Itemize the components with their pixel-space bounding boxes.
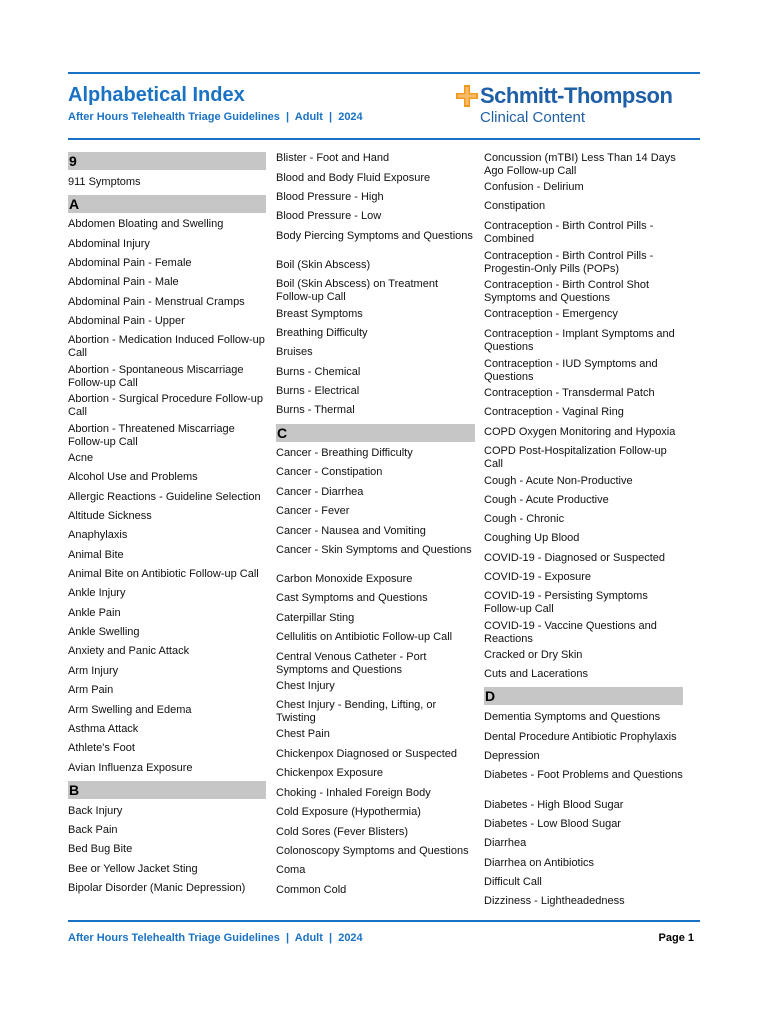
index-entry[interactable]: Chickenpox Exposure: [276, 767, 384, 779]
index-entry[interactable]: Abdominal Pain - Male: [68, 276, 179, 288]
index-entry[interactable]: Carbon Monoxide Exposure: [276, 573, 413, 585]
index-entry[interactable]: Cancer - Nausea and Vomiting: [276, 525, 426, 537]
index-entry[interactable]: Ankle Swelling: [68, 626, 140, 638]
index-entry[interactable]: Abortion - Spontaneous Miscarriage Follow-up Call: [68, 364, 244, 390]
index-entry[interactable]: Avian Influenza Exposure: [68, 762, 193, 774]
index-entry[interactable]: Arm Injury: [68, 665, 119, 677]
index-entry[interactable]: Cold Sores (Fever Blisters): [276, 826, 409, 838]
footer-rule: [68, 920, 700, 922]
index-entry[interactable]: Cold Exposure (Hypothermia): [276, 806, 421, 818]
index-entry[interactable]: Abdominal Injury: [68, 238, 150, 250]
index-entry[interactable]: Back Pain: [68, 824, 118, 836]
index-entry[interactable]: Contraception - Vaginal Ring: [484, 406, 624, 418]
index-entry[interactable]: Diarrhea on Antibiotics: [484, 857, 595, 869]
index-entry[interactable]: Caterpillar Sting: [276, 612, 355, 624]
index-entry[interactable]: Contraception - Transdermal Patch: [484, 387, 655, 399]
index-entry[interactable]: Anaphylaxis: [68, 529, 128, 541]
index-entry[interactable]: Bee or Yellow Jacket Sting: [68, 863, 198, 875]
index-entry[interactable]: Dementia Symptoms and Questions: [484, 711, 661, 723]
index-entry[interactable]: Abdomen Bloating and Swelling: [68, 218, 224, 230]
index-entry[interactable]: Blood Pressure - Low: [276, 210, 382, 222]
index-entry[interactable]: Abortion - Surgical Procedure Follow-up Call: [68, 393, 264, 419]
index-entry[interactable]: Back Injury: [68, 805, 123, 817]
schmitt-thompson-logo: [456, 82, 700, 130]
index-entry[interactable]: 911 Symptoms: [68, 176, 141, 188]
index-entry[interactable]: Cancer - Fever: [276, 505, 350, 517]
section-heading-c: C: [276, 424, 475, 442]
index-entry[interactable]: Bruises: [276, 346, 313, 358]
index-entry[interactable]: Depression: [484, 750, 540, 762]
index-entry[interactable]: Constipation: [484, 200, 546, 212]
index-entry[interactable]: Cancer - Diarrhea: [276, 486, 364, 498]
index-entry[interactable]: Chest Injury - Bending, Lifting, or Twisting: [276, 699, 437, 725]
index-entry[interactable]: Cough - Acute Non-Productive: [484, 475, 633, 487]
index-entry[interactable]: Contraception - Implant Symptoms and Questions: [484, 328, 675, 354]
index-entry[interactable]: Blood and Body Fluid Exposure: [276, 172, 431, 184]
index-entry[interactable]: COVID-19 - Persisting Symptoms Follow-up Call: [484, 590, 648, 616]
index-entry[interactable]: Acne: [68, 452, 94, 464]
index-entry[interactable]: Boil (Skin Abscess): [276, 259, 371, 271]
index-entry[interactable]: Burns - Electrical: [276, 385, 360, 397]
index-entry[interactable]: Contraception - Emergency: [484, 308, 618, 320]
index-entry[interactable]: Animal Bite: [68, 549, 124, 561]
index-entry[interactable]: Cellulitis on Antibiotic Follow-up Call: [276, 631, 453, 643]
index-entry[interactable]: Confusion - Delirium: [484, 181, 584, 193]
index-entry[interactable]: Blister - Foot and Hand: [276, 152, 390, 164]
index-entry[interactable]: Dental Procedure Antibiotic Prophylaxis: [484, 731, 677, 743]
index-entry[interactable]: Asthma Attack: [68, 723, 139, 735]
index-entry[interactable]: Burns - Chemical: [276, 366, 361, 378]
index-entry[interactable]: Bipolar Disorder (Manic Depression): [68, 882, 246, 894]
index-entry[interactable]: Coughing Up Blood: [484, 532, 580, 544]
index-entry[interactable]: COPD Oxygen Monitoring and Hypoxia: [484, 426, 676, 438]
index-entry[interactable]: Diabetes - Foot Problems and Questions: [484, 769, 683, 781]
index-entry[interactable]: Animal Bite on Antibiotic Follow-up Call: [68, 568, 259, 580]
index-entry[interactable]: Chickenpox Diagnosed or Suspected: [276, 748, 458, 760]
index-entry[interactable]: Boil (Skin Abscess) on Treatment Follow-up Call: [276, 278, 439, 304]
index-entry[interactable]: Cancer - Skin Symptoms and Questions: [276, 544, 472, 556]
footer-text: After Hours Telehealth Triage Guidelines | Adult | 2024: [68, 932, 363, 944]
index-entry[interactable]: COPD Post-Hospitalization Follow-up Call: [484, 445, 667, 471]
index-entry[interactable]: Burns - Thermal: [276, 404, 355, 416]
header-bottom-rule: [68, 138, 700, 140]
index-entry[interactable]: Common Cold: [276, 884, 347, 896]
index-entry[interactable]: Contraception - Birth Control Pills - Combined: [484, 220, 654, 246]
index-entry[interactable]: Cancer - Breathing Difficulty: [276, 447, 413, 459]
index-entry[interactable]: Alcohol Use and Problems: [68, 471, 198, 483]
index-entry[interactable]: Allergic Reactions - Guideline Selection: [68, 491, 261, 503]
index-entry[interactable]: Body Piercing Symptoms and Questions: [276, 230, 473, 242]
index-entry[interactable]: Athlete's Foot: [68, 742, 135, 754]
index-entry[interactable]: Ankle Pain: [68, 607, 121, 619]
index-entry[interactable]: Contraception - Birth Control Pills - Progestin-Only Pills (POPs): [484, 250, 654, 276]
header-top-rule: [68, 72, 700, 74]
index-entry[interactable]: Diarrhea: [484, 837, 527, 849]
index-entry[interactable]: Contraception - IUD Symptoms and Questions: [484, 358, 658, 384]
index-entry[interactable]: Cough - Chronic: [484, 513, 565, 525]
index-entry[interactable]: Dizziness - Lightheadedness: [484, 895, 625, 907]
section-heading-a: A: [68, 195, 266, 213]
index-entry[interactable]: Abdominal Pain - Menstrual Cramps: [68, 296, 245, 308]
medical-cross-icon: [456, 85, 478, 107]
index-entry[interactable]: Abdominal Pain - Female: [68, 257, 192, 269]
index-entry[interactable]: Abortion - Medication Induced Follow-up Call: [68, 334, 265, 360]
index-entry[interactable]: Central Venous Catheter - Port Symptoms and Questions: [276, 651, 427, 677]
section-heading-b: B: [68, 781, 266, 799]
index-entry[interactable]: Cracked or Dry Skin: [484, 649, 583, 661]
index-entry[interactable]: Coma: [276, 864, 306, 876]
index-entry[interactable]: Contraception - Birth Control Shot Symptoms and Questions: [484, 279, 650, 305]
index-entry[interactable]: Difficult Call: [484, 876, 542, 888]
index-entry[interactable]: Diabetes - Low Blood Sugar: [484, 818, 621, 830]
index-entry[interactable]: COVID-19 - Vaccine Questions and Reactions: [484, 620, 657, 646]
section-heading-9: 9: [68, 152, 266, 170]
logo-name: Schmitt-Thompson: [480, 83, 673, 108]
index-entry[interactable]: Cuts and Lacerations: [484, 668, 588, 680]
index-entry[interactable]: COVID-19 - Diagnosed or Suspected: [484, 552, 665, 564]
index-entry[interactable]: Cancer - Constipation: [276, 466, 383, 478]
index-entry[interactable]: Blood Pressure - High: [276, 191, 384, 203]
index-entry[interactable]: Choking - Inhaled Foreign Body: [276, 787, 431, 799]
index-entry[interactable]: Ankle Injury: [68, 587, 126, 599]
page-subtitle: After Hours Telehealth Triage Guidelines | Adult | 2024: [68, 111, 363, 123]
index-entry[interactable]: Anxiety and Panic Attack: [68, 645, 190, 657]
index-entry[interactable]: Breathing Difficulty: [276, 327, 368, 339]
page-title: Alphabetical Index: [68, 84, 245, 106]
section-heading-d: D: [484, 687, 683, 705]
index-entry[interactable]: Colonoscopy Symptoms and Questions: [276, 845, 469, 857]
page-number: Page 1: [658, 932, 694, 944]
index-entry[interactable]: Altitude Sickness: [68, 510, 152, 522]
index-entry[interactable]: Cast Symptoms and Questions: [276, 592, 428, 604]
index-entry[interactable]: Chest Injury: [276, 680, 335, 692]
index-entry[interactable]: Abortion - Threatened Miscarriage Follow-up Call: [68, 423, 235, 449]
index-entry[interactable]: Bed Bug Bite: [68, 843, 133, 855]
index-entry[interactable]: Cough - Acute Productive: [484, 494, 609, 506]
index-entry[interactable]: Arm Pain: [68, 684, 114, 696]
index-entry[interactable]: Chest Pain: [276, 728, 330, 740]
index-entry[interactable]: Arm Swelling and Edema: [68, 704, 192, 716]
index-entry[interactable]: Breast Symptoms: [276, 308, 363, 320]
index-entry[interactable]: Abdominal Pain - Upper: [68, 315, 185, 327]
index-entry[interactable]: Diabetes - High Blood Sugar: [484, 799, 624, 811]
index-entry[interactable]: Concussion (mTBI) Less Than 14 Days Ago Follow-up Call: [484, 152, 676, 178]
index-entry[interactable]: COVID-19 - Exposure: [484, 571, 591, 583]
logo-subtitle: Clinical Content: [480, 109, 586, 126]
